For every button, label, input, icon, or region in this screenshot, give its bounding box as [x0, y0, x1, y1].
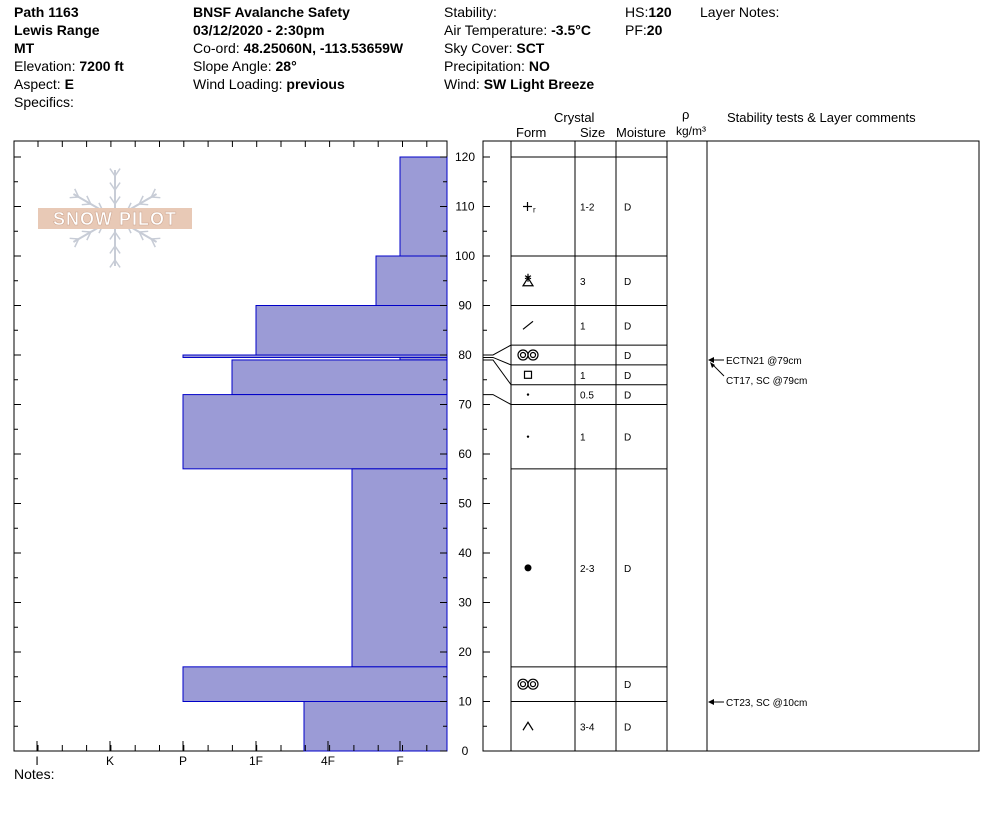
hardness-layer-bar [183, 395, 447, 469]
hardness-layer-bar [376, 256, 447, 306]
depth-tick-label: 20 [458, 645, 472, 659]
icon-stroke [527, 393, 529, 395]
form-header: Form [516, 125, 547, 140]
snowflake-branch [151, 197, 160, 198]
icon-stroke [531, 682, 536, 687]
decomposing-fragments-icon [523, 321, 533, 329]
small-round-icon [527, 393, 529, 395]
depth-tick-label: 120 [454, 150, 476, 164]
small-round-icon [527, 435, 529, 437]
layer-size-text: 3-4 [580, 722, 595, 734]
header-value: SW Light Breeze [483, 76, 595, 92]
layer-size-text: 1 [580, 370, 586, 382]
density-symbol: ρ [682, 107, 690, 122]
hardness-layer-bar [304, 702, 447, 752]
depth-tick-label: 70 [458, 397, 472, 412]
depth-tick-label: 10 [458, 694, 472, 709]
header-value: E [64, 76, 74, 92]
header-value: NO [528, 58, 550, 74]
header-label: Aspect: [14, 76, 65, 92]
layer-size-text: 1 [580, 321, 586, 333]
hardness-tick-label: P [178, 754, 188, 768]
header-value: 20 [646, 22, 663, 38]
header-label: Sky Cover: [444, 40, 517, 56]
layer-size-text: 0.5 [580, 390, 594, 402]
layer-connector-line [483, 395, 511, 405]
melt-freeze-icon [518, 350, 538, 360]
layer-moisture-text: D [624, 202, 632, 214]
icon-stroke [521, 682, 526, 687]
header-value: 48.25060N, -113.53659W [243, 40, 404, 56]
snowflake-branch [70, 197, 79, 198]
snowflake-branch [70, 238, 79, 239]
depth-tick-label: 60 [458, 447, 472, 461]
depth-tick-label: 30 [458, 595, 472, 610]
density-unit: kg/m³ [676, 124, 706, 138]
header-label: Stability: [444, 4, 497, 20]
icon-stroke [525, 371, 532, 378]
layer-connector-line [483, 345, 511, 355]
layer-moisture-text: D [624, 276, 632, 288]
surface-hoar-icon [523, 274, 533, 286]
header-label: PF: [625, 22, 647, 38]
header-label: MT [14, 40, 35, 56]
snowpilot-logo [38, 169, 192, 268]
header-label: HS: [625, 4, 649, 20]
depth-tick-label: 0 [461, 744, 469, 758]
header-label: Path 1163 [14, 4, 79, 20]
stability-test-arrow [710, 362, 715, 368]
layer-moisture-text: D [624, 321, 632, 333]
layer-size-text: 3 [580, 276, 586, 288]
depth-tick-label: 40 [458, 546, 472, 560]
rounding-faceted-icon [523, 202, 536, 215]
rounded-grain-icon [525, 564, 532, 571]
stability-test-label: ECTN21 @79cm [726, 356, 802, 367]
faceted-icon [525, 371, 532, 378]
hardness-layer-bar [400, 157, 447, 256]
snowflake-branch [139, 231, 148, 232]
hardness-tick-label: 1F [248, 754, 264, 768]
crystal-header: Crystal [554, 110, 595, 125]
header-value: -3.5°C [551, 22, 591, 38]
snowflake-branch [82, 231, 91, 232]
header-label: Air Temperature: [444, 22, 552, 38]
hardness-tick-label: 4F [320, 754, 336, 768]
layer-moisture-text: D [624, 680, 632, 692]
header-value: previous [286, 76, 345, 92]
layer-connector-line [483, 357, 511, 364]
stability-test-label: CT23, SC @10cm [726, 698, 808, 709]
depth-tick-label: 90 [458, 298, 472, 313]
stability-test-arrow [708, 357, 714, 363]
header-label: BNSF Avalanche Safety [193, 4, 350, 20]
hardness-layer-bar [352, 469, 447, 667]
layer-table-frame [483, 141, 979, 751]
moisture-header: Moisture [616, 125, 666, 140]
icon-stroke [523, 321, 533, 329]
header-label: Wind Loading: [193, 76, 287, 92]
header-label: Lewis Range [14, 22, 100, 38]
icon-stroke [525, 564, 532, 571]
layer-moisture-text: D [624, 390, 632, 402]
depth-tick-label: 100 [454, 249, 476, 263]
size-header: Size [580, 125, 606, 140]
stability-test-label: CT17, SC @79cm [726, 376, 808, 387]
icon-sub: r [533, 205, 536, 215]
snowflake-branch [82, 204, 91, 205]
hardness-layer-bar [232, 360, 447, 395]
layer-moisture-text: D [624, 432, 632, 444]
header-label: Elevation: [14, 58, 80, 74]
layer-moisture-text: D [624, 351, 632, 362]
layer-size-text: 1-2 [580, 202, 595, 214]
hardness-tick-label: I [35, 754, 39, 768]
header-label: Precipitation: [444, 58, 529, 74]
comments-header: Stability tests & Layer comments [727, 110, 916, 125]
snowflake-branch [151, 238, 160, 239]
icon-stroke [521, 353, 526, 358]
header-label: Specifics: [14, 94, 74, 110]
hardness-tick-label: K [105, 754, 115, 768]
layer-notes-label: Layer Notes: [700, 4, 780, 20]
hardness-tick-label: F [396, 754, 404, 768]
header-label: 03/12/2020 - 2:30pm [193, 22, 325, 38]
layer-size-text: 2-3 [580, 563, 595, 575]
icon-stroke [528, 350, 538, 360]
icon-stroke [518, 350, 528, 360]
layer-moisture-text: D [624, 722, 632, 734]
header-value: 28° [275, 58, 297, 74]
header-label: Co-ord: [193, 40, 244, 56]
header-value: 120 [648, 4, 672, 20]
header-label: Slope Angle: [193, 58, 276, 74]
hardness-layer-bar [256, 306, 447, 356]
depth-tick-label: 50 [458, 496, 472, 511]
icon-stroke [518, 679, 528, 689]
icon-stroke [523, 722, 533, 730]
header-value: SCT [516, 40, 545, 56]
icon-stroke [528, 679, 538, 689]
melt-freeze-icon [518, 679, 538, 689]
layer-size-text: 1 [580, 432, 586, 444]
depth-tick-label: 110 [455, 199, 475, 214]
hardness-layer-bar [183, 667, 447, 702]
layer-moisture-text: D [624, 563, 632, 575]
icon-stroke [531, 353, 536, 358]
layer-moisture-text: D [624, 370, 632, 382]
snowflake-branch [139, 204, 148, 205]
stability-test-arrow [708, 699, 714, 705]
logo-text: SNOW PILOT [53, 209, 177, 229]
depth-hoar-icon [523, 722, 533, 730]
icon-stroke [527, 435, 529, 437]
notes-label: Notes: [14, 766, 55, 782]
header-label: Wind: [444, 76, 484, 92]
depth-tick-label: 80 [458, 348, 472, 362]
header-value: 7200 ft [79, 58, 124, 74]
